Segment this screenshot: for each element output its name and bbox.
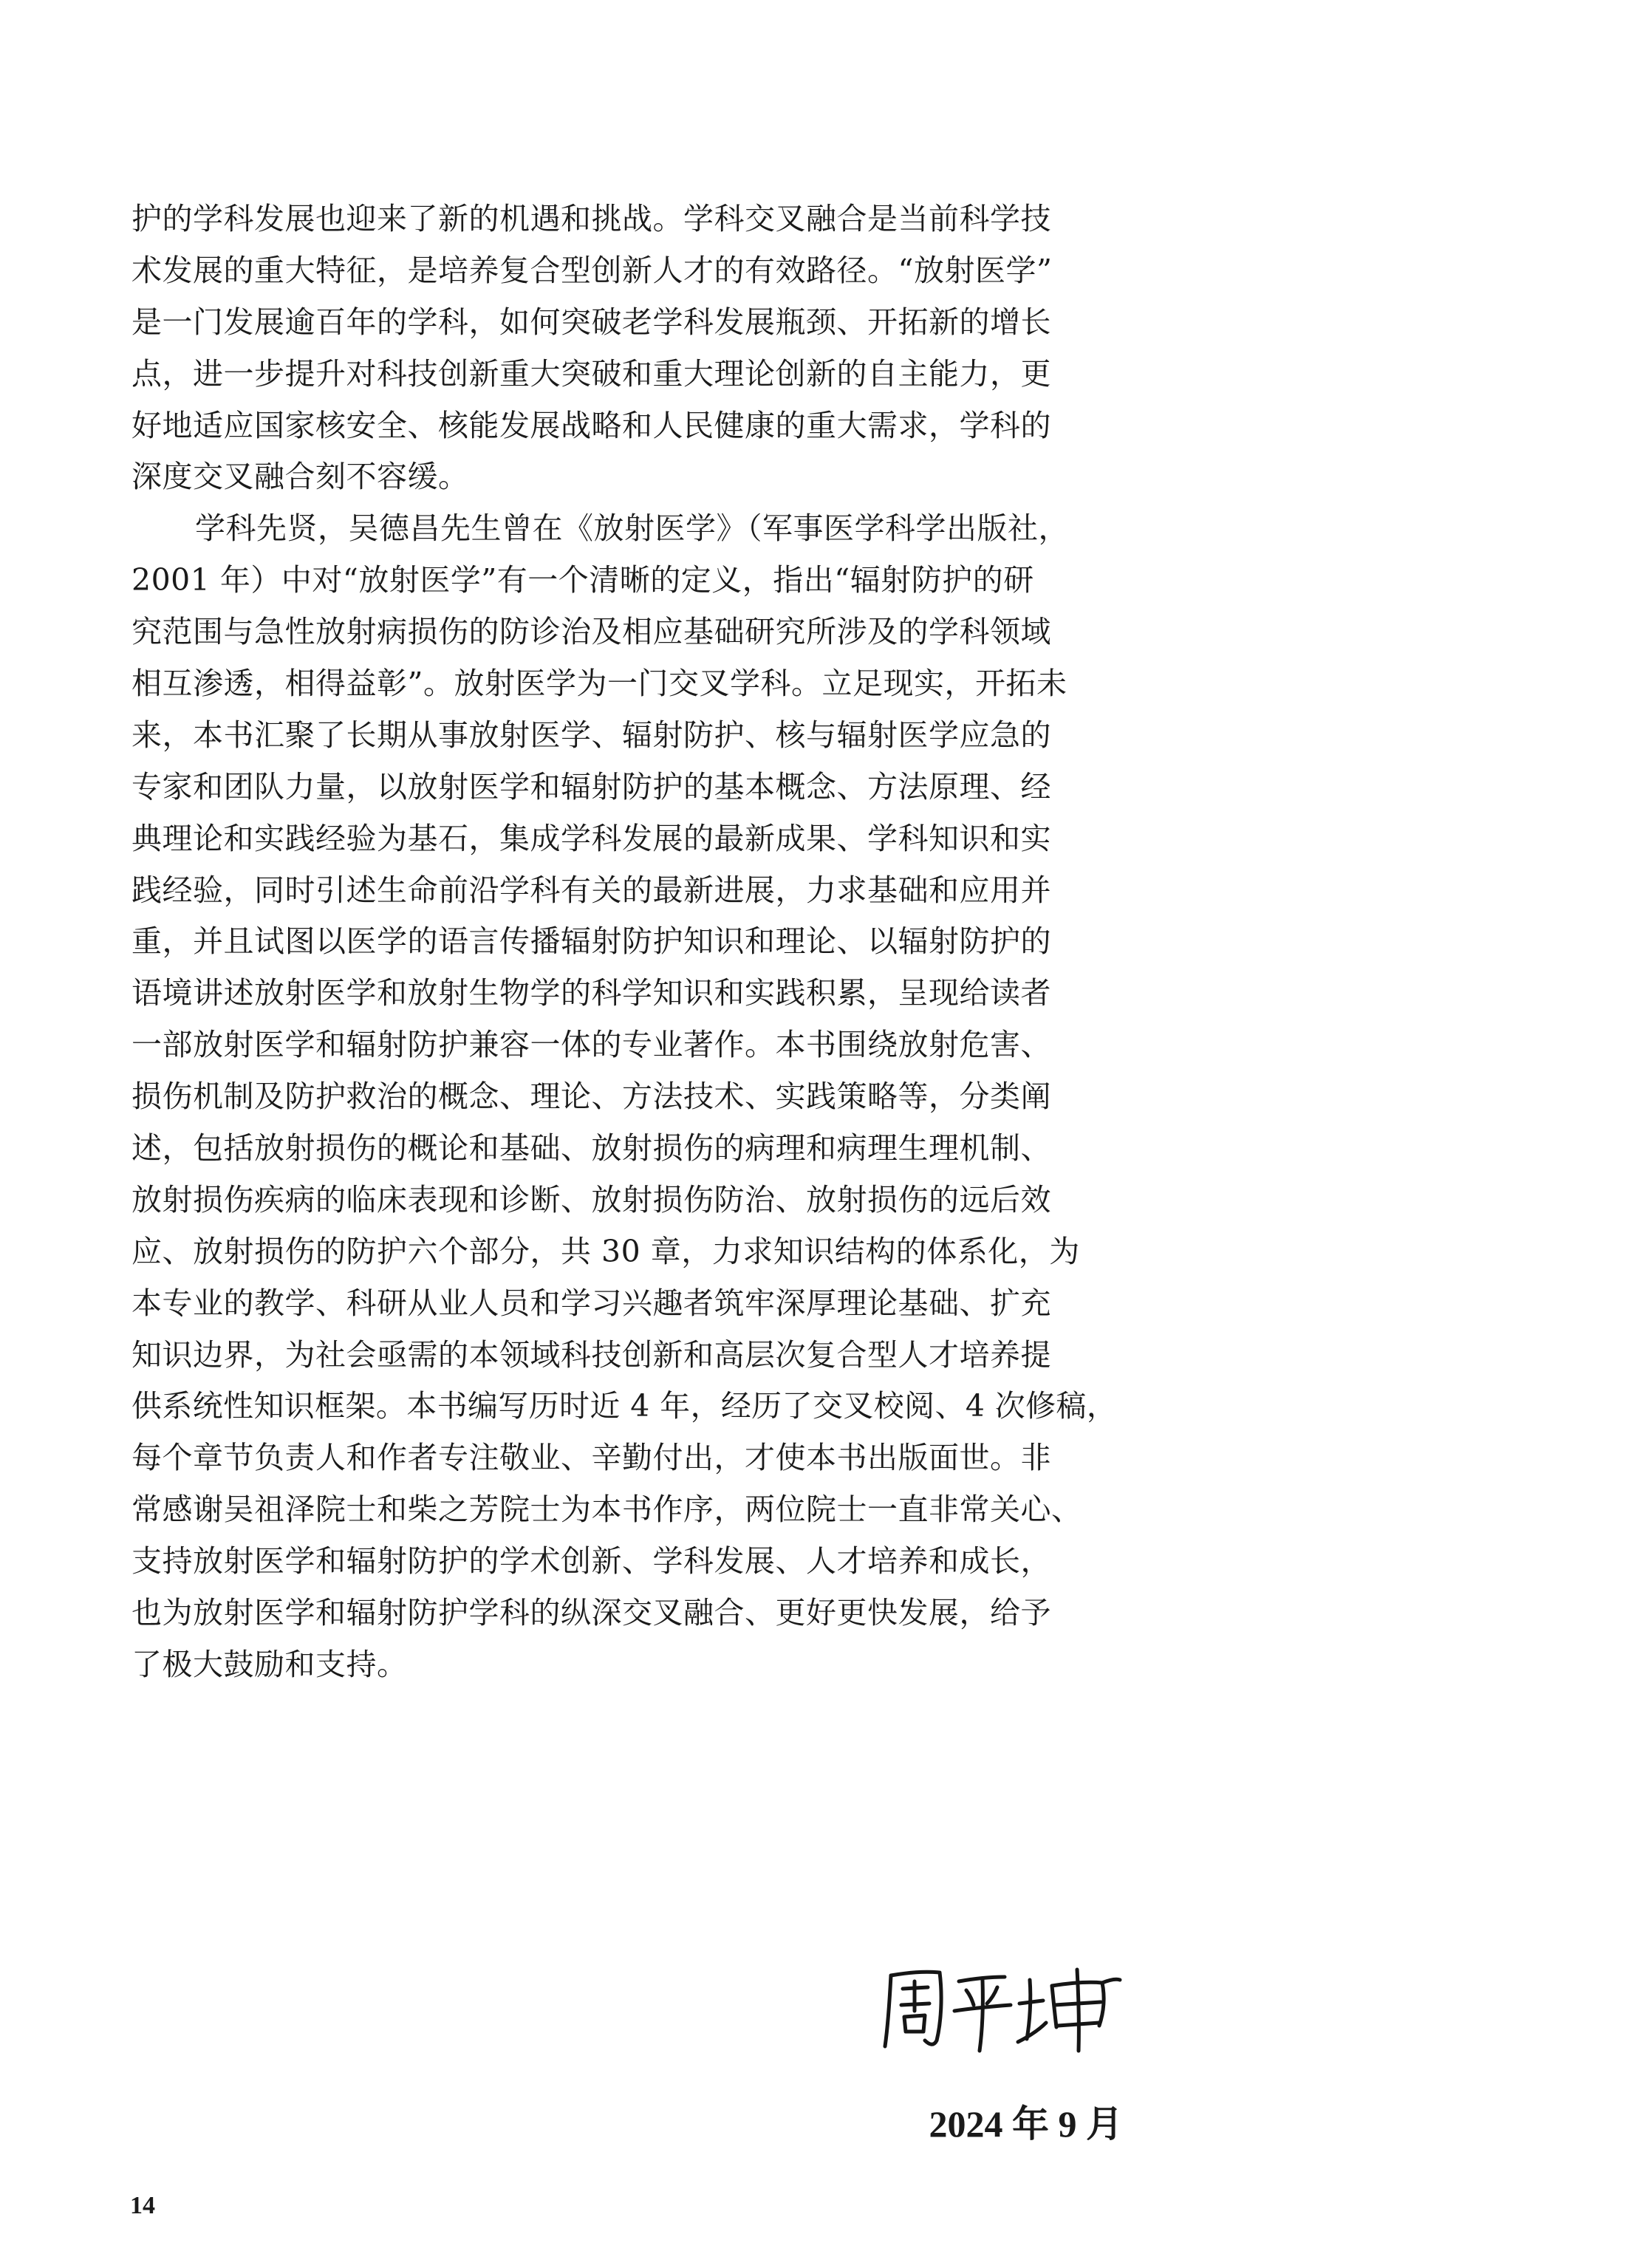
text-line: 好地适应国家核安全、核能发展战略和人民健康的重大需求，学科的 [131,407,1051,443]
handwritten-signature [872,1959,1123,2055]
body-text [131,194,1118,1691]
text-line: 本专业的教学、科研从业人员和学习兴趣者筑牢深厚理论基础、扩充 [131,1285,1051,1321]
text-line: 语境讲述放射医学和放射生物学的科学知识和实践积累，呈现给读者 [131,975,1051,1011]
text-line: 供系统性知识框架。本书编写历时近 4 年，经历了交叉校阅、4 次修稿， [131,1388,1118,1424]
text-line: 也为放射医学和辐射防护学科的纵深交叉融合、更好更快发展，给予 [131,1595,1051,1631]
text-line: 损伤机制及防护救治的概念、理论、方法技术、实践策略等，分类阐 [131,1079,1051,1115]
text-line: 述，包括放射损伤的概论和基础、放射损伤的病理和病理生理机制、 [131,1130,1051,1167]
text-line: 应、放射损伤的防护六个部分，共 30 章，力求知识结构的体系化，为 [131,1233,1080,1269]
text-line: 支持放射医学和辐射防护的学术创新、学科发展、人才培养和成长， [131,1543,1051,1579]
text-line: 常感谢吴祖泽院士和柴之芳院士为本书作序，两位院士一直非常关心、 [131,1492,1082,1528]
text-line: 重，并且试图以医学的语言传播辐射防护知识和理论、以辐射防护的 [131,923,1051,960]
text-line: 每个章节负责人和作者专注敬业、辛勤付出，才使本书出版面世。非 [131,1440,1051,1476]
signature-date: 2024 年 9 月 [929,2103,1123,2145]
text-line: 一部放射医学和辐射防护兼容一体的专业著作。本书围绕放射危害、 [131,1027,1051,1063]
page-number: 14 [130,2192,155,2219]
text-line: 放射损伤疾病的临床表现和诊断、放射损伤防治、放射损伤的远后效 [131,1181,1051,1217]
text-line: 专家和团队力量，以放射医学和辐射防护的基本概念、方法原理、经 [131,768,1051,805]
text-line: 相互渗透，相得益彰”。放射医学为一门交叉学科。立足现实，开拓未 [131,666,1067,702]
text-line: 深度交叉融合刻不容缓。 [131,459,469,495]
paragraph-first-line: 学科先贤，吴德昌先生曾在《放射医学》（军事医学科学出版社， [195,510,1069,547]
text-line: 典理论和实践经验为基石，集成学科发展的最新成果、学科知识和实 [131,820,1051,856]
text-line: 是一门发展逾百年的学科，如何突破老学科发展瓶颈、开拓新的增长 [131,304,1051,340]
text-line: 护的学科发展也迎来了新的机遇和挑战。学科交叉融合是当前科学技 [131,201,1051,236]
text-line: 2001 年）中对“放射医学”有一个清晰的定义，指出“辐射防护的研 [131,562,1034,598]
text-line: 知识边界，为社会亟需的本领域科技创新和高层次复合型人才培养提 [131,1336,1051,1373]
text-line: 来，本书汇聚了长期从事放射医学、辐射防护、核与辐射医学应急的 [131,717,1051,753]
text-line: 究范围与急性放射病损伤的防诊治及相应基础研究所涉及的学科领域 [131,614,1051,650]
text-line: 点，进一步提升对科技创新重大突破和重大理论创新的自主能力，更 [131,355,1051,392]
text-line: 践经验，同时引述生命前沿学科有关的最新进展，力求基础和应用并 [131,872,1051,908]
text-line: 术发展的重大特征，是培养复合型创新人才的有效路径。“放射医学” [131,252,1053,288]
text-line: 了极大鼓励和支持。 [131,1646,408,1682]
